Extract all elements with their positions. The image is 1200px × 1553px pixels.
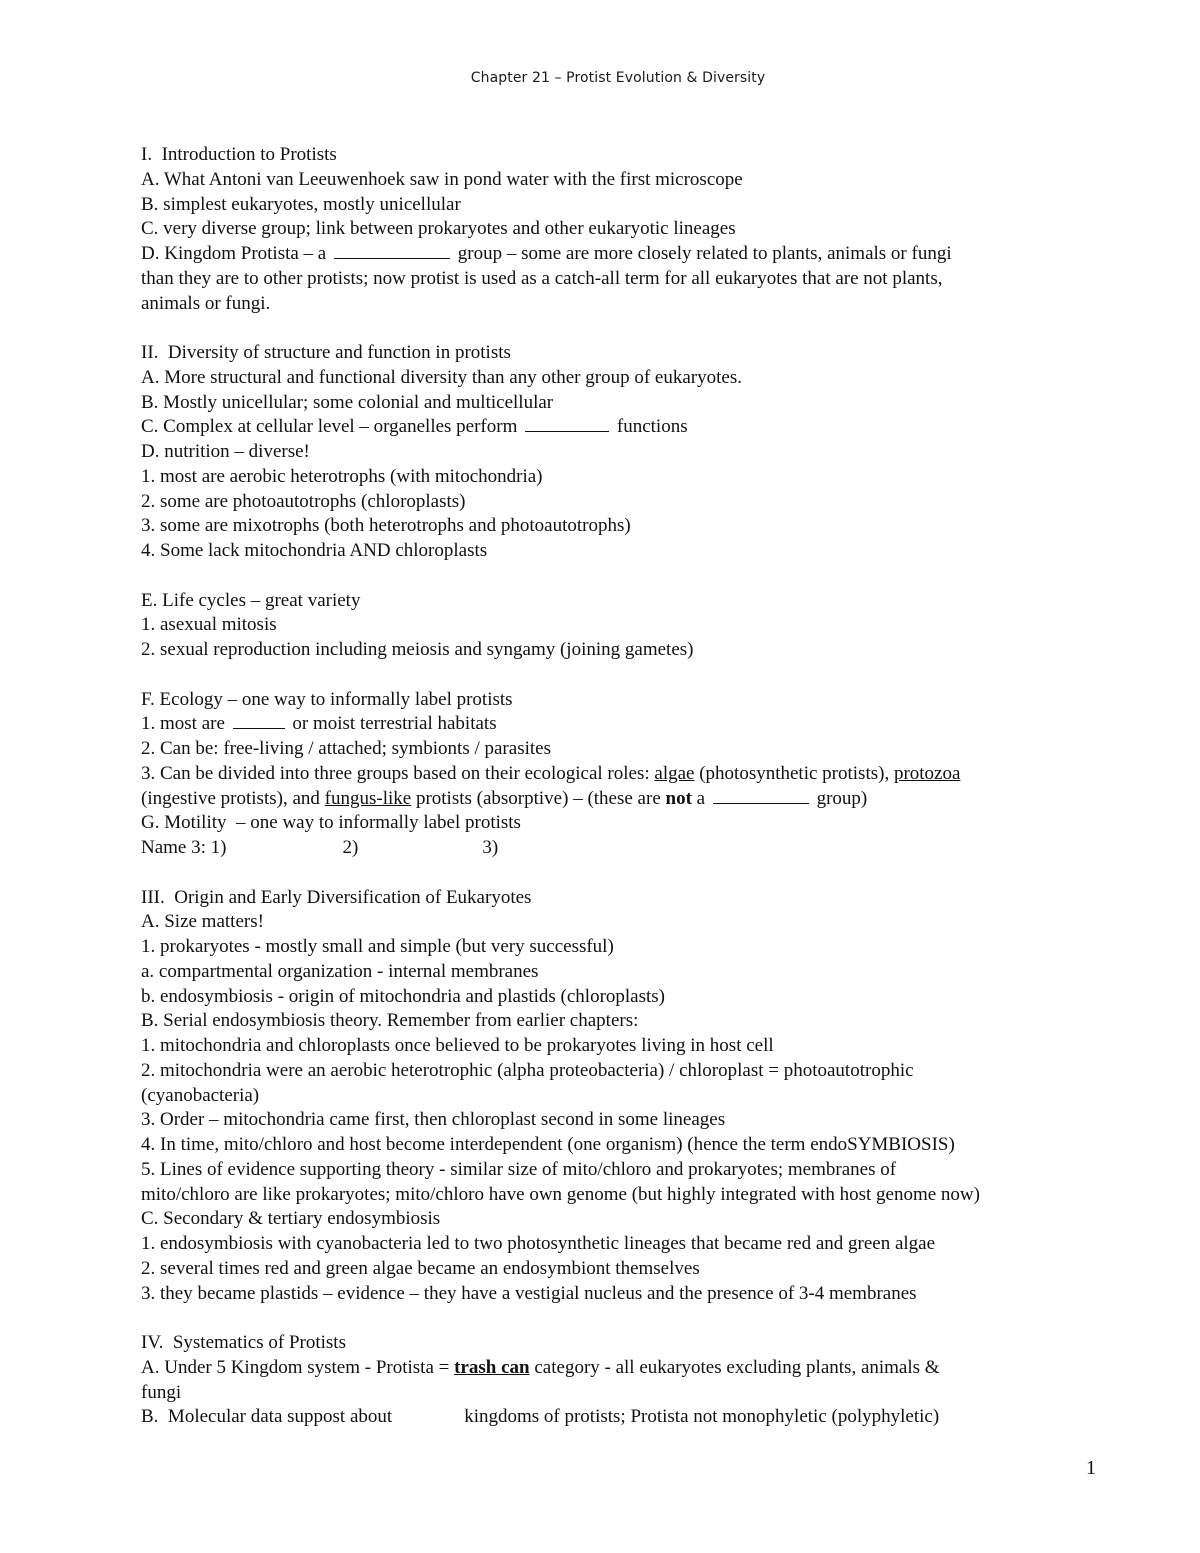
spacer xyxy=(141,1306,1101,1331)
text: 2) xyxy=(342,837,359,858)
term-algae: algae xyxy=(654,762,695,784)
outline-item: 2. Can be: free-living / attached; symbionts / parasites xyxy=(141,738,551,759)
text: D. Kingdom Protista – a xyxy=(141,243,327,264)
outline-item: fungi xyxy=(141,1381,182,1403)
text: 3. Can be divided into three groups based on their ecological roles: xyxy=(141,762,650,784)
outline-item: 1. endosymbiosis with cyanobacteria led to two photosynthetic lineages that became red and green algae xyxy=(141,1233,936,1254)
spacer xyxy=(141,861,1101,886)
outline-item: G. Motility – one way to informally label protists xyxy=(141,812,521,834)
outline-item xyxy=(141,242,1101,267)
outline-item: 1. most are aerobic heterotrophs (with mitochondria) xyxy=(141,465,543,487)
outline-item: 2. mitochondria were an aerobic heterotrophic (alpha proteobacteria) / chloroplast = photoautotrophic xyxy=(141,1059,914,1081)
outline-item: E. Life cycles – great variety xyxy=(141,589,361,611)
spacer xyxy=(141,564,1101,589)
outline-item: than they are to other protists; now protist is used as a catch-all term for all eukaryotes that are not plants, xyxy=(141,267,943,289)
outline-item xyxy=(141,1405,1101,1430)
term-protozoa: protozoa xyxy=(893,762,961,784)
text: or moist terrestrial habitats xyxy=(292,713,497,735)
text: kingdoms of protists; Protista not monophyletic (polyphyletic) xyxy=(464,1406,940,1428)
term-trash-can: trash can xyxy=(454,1356,530,1378)
outline-item: A. What Antoni van Leeuwenhoek saw in pond water with the first microscope xyxy=(141,168,743,190)
text: a xyxy=(696,787,706,809)
text: functions xyxy=(616,416,688,438)
outline-item: C. Secondary & tertiary endosymbiosis xyxy=(141,1208,441,1230)
page-header: Chapter 21 – Protist Evolution & Diversity xyxy=(470,70,766,86)
spacer xyxy=(141,316,1101,341)
outline-item: 2. some are photoautotrophs (chloroplasts) xyxy=(141,490,466,512)
outline-item xyxy=(141,712,1101,737)
outline-item: 1. mitochondria and chloroplasts once believed to be prokaryotes living in host cell xyxy=(141,1035,774,1056)
outline-item: 4. Some lack mitochondria AND chloroplasts xyxy=(141,540,488,561)
text: (photosynthetic protists), xyxy=(699,762,890,784)
outline-item: B. Serial endosymbiosis theory. Remember from earlier chapters: xyxy=(141,1010,639,1032)
text: group – some are more closely related to plants, animals or fungi xyxy=(457,243,952,264)
outline-item: F. Ecology – one way to informally label protists xyxy=(141,688,513,710)
text: group) xyxy=(816,787,868,809)
outline-item: 3. they became plastids – evidence – they have a vestigial nucleus and the presence of 3-4 membranes xyxy=(141,1282,917,1304)
text: 1. most are xyxy=(141,713,225,735)
section-heading: III. Origin and Early Diversification of Eukaryotes xyxy=(141,886,532,908)
text: 3) xyxy=(482,837,499,858)
outline-item: 1. prokaryotes - mostly small and simple (but very successful) xyxy=(141,936,614,957)
outline-item: A. Size matters! xyxy=(141,911,264,933)
outline-item xyxy=(141,787,1101,812)
text: Name 3: 1) xyxy=(141,837,227,858)
outline-item: 2. several times red and green algae became an endosymbiont themselves xyxy=(141,1257,700,1279)
fill-in-blank[interactable] xyxy=(334,242,450,259)
outline-item: 1. asexual mitosis xyxy=(141,614,277,636)
outline-item: A. More structural and functional diversity than any other group of eukaryotes. xyxy=(141,366,742,388)
outline-item: b. endosymbiosis - origin of mitochondria and plastids (chloroplasts) xyxy=(141,985,666,1007)
outline-item: 2. sexual reproduction including meiosis and syngamy (joining gametes) xyxy=(141,639,694,660)
outline-item: 3. Order – mitochondria came first, then chloroplast second in some lineages xyxy=(141,1109,726,1131)
text: category - all eukaryotes excluding plants, animals & xyxy=(534,1356,940,1378)
outline-item xyxy=(141,836,1101,861)
fill-in-blank[interactable] xyxy=(233,712,285,729)
outline-item: 4. In time, mito/chloro and host become interdependent (one organism) (hence the term endoSYMBIOSIS) xyxy=(141,1134,955,1155)
outline-item: animals or fungi. xyxy=(141,292,271,314)
section-heading: II. Diversity of structure and function in protists xyxy=(141,342,511,363)
outline-item xyxy=(141,1356,1101,1381)
outline-item: B. simplest eukaryotes, mostly unicellular xyxy=(141,193,461,215)
fill-in-blank[interactable] xyxy=(713,787,809,804)
section-heading: IV. Systematics of Protists xyxy=(141,1332,346,1353)
outline-item: B. Mostly unicellular; some colonial and multicellular xyxy=(141,391,554,413)
outline-item xyxy=(141,762,1101,787)
spacer xyxy=(141,663,1101,688)
outline-item: (cyanobacteria) xyxy=(141,1084,260,1106)
text: protists (absorptive) – (these are xyxy=(415,787,661,809)
outline-item: 5. Lines of evidence supporting theory - similar size of mito/chloro and prokaryotes; membranes of xyxy=(141,1158,897,1180)
emphasis-not: not xyxy=(665,787,692,809)
outline-content xyxy=(141,143,1101,1430)
outline-item: D. nutrition – diverse! xyxy=(141,441,310,462)
outline-item: C. very diverse group; link between prokaryotes and other eukaryotic lineages xyxy=(141,218,736,240)
outline-item: a. compartmental organization - internal membranes xyxy=(141,960,539,982)
text: (ingestive protists), and xyxy=(141,787,320,809)
outline-item: 3. some are mixotrophs (both heterotrophs and photoautotrophs) xyxy=(141,515,631,537)
text: B. Molecular data suppost about xyxy=(141,1406,393,1428)
outline-item xyxy=(141,415,1101,440)
text: A. Under 5 Kingdom system - Protista = xyxy=(141,1356,450,1378)
page-number: 1 xyxy=(1086,1457,1096,1479)
term-fungus-like: fungus-like xyxy=(324,787,412,809)
fill-in-blank[interactable] xyxy=(525,415,609,432)
outline-item: mito/chloro are like prokaryotes; mito/chloro have own genome (but highly integrated with host genome now) xyxy=(141,1183,980,1205)
text: C. Complex at cellular level – organelles perform xyxy=(141,416,518,438)
section-heading: I. Introduction to Protists xyxy=(141,144,337,165)
